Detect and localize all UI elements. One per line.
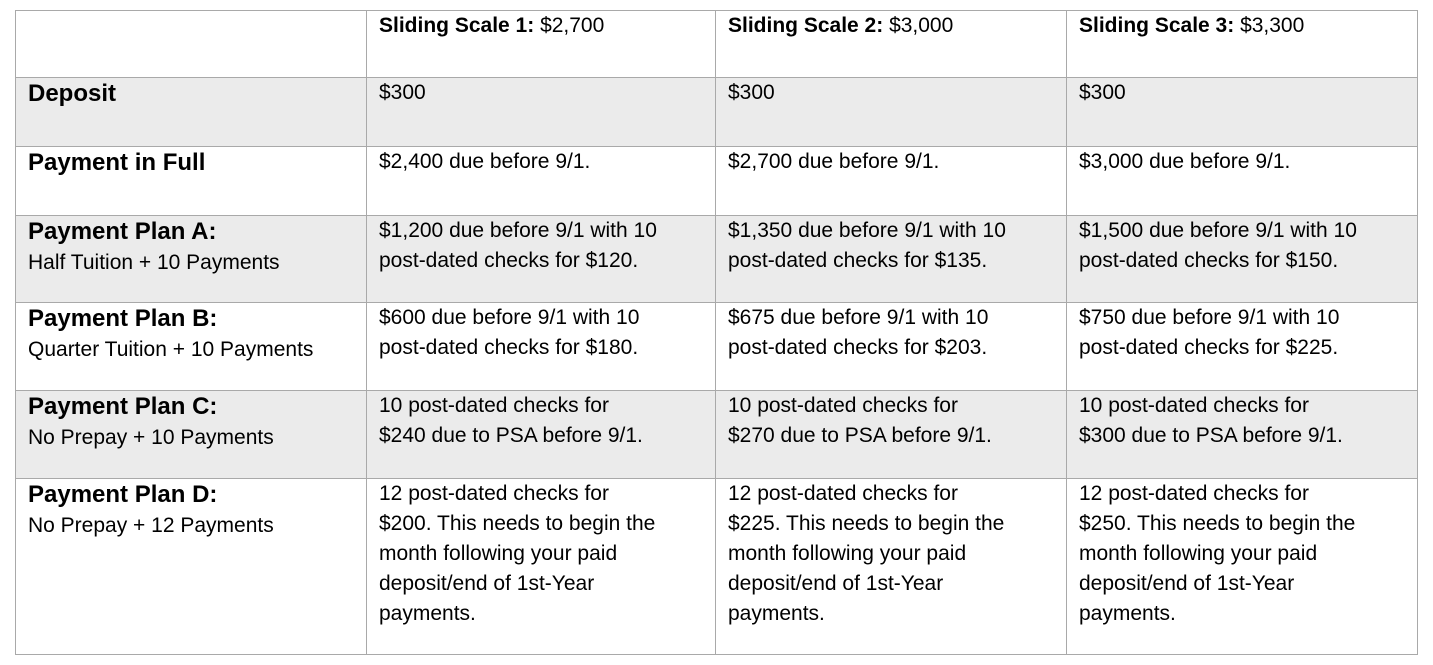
- table-row: [16, 147, 1418, 216]
- table-row: [16, 391, 1418, 479]
- table-cell: [1067, 216, 1418, 303]
- row-label-subtitle: Quarter Tuition + 10 Payments: [28, 338, 314, 361]
- cell-text-line: post-dated checks for $120.: [379, 249, 639, 272]
- cell-text-line: month following your paid: [728, 542, 967, 565]
- cell-text-line: post-dated checks for $203.: [728, 336, 988, 359]
- column-header-scale-3: [1067, 11, 1418, 78]
- cell-text-line: $240 due to PSA before 9/1.: [379, 424, 643, 447]
- cell-text-line: $675 due before 9/1 with 10: [728, 306, 989, 329]
- row-label-title: Payment Plan A:: [28, 218, 217, 245]
- cell-text-line: payments.: [728, 602, 825, 625]
- cell-text-line: $3,000 due before 9/1.: [1079, 150, 1291, 173]
- row-label-cell: [16, 147, 367, 216]
- cell-text-line: post-dated checks for $180.: [379, 336, 639, 359]
- row-label-subtitle: No Prepay + 10 Payments: [28, 426, 274, 449]
- cell-text-line: $300: [379, 81, 426, 104]
- table-cell: [716, 303, 1067, 391]
- table-cell: [716, 147, 1067, 216]
- cell-text-line: post-dated checks for $150.: [1079, 249, 1339, 272]
- cell-text-line: 10 post-dated checks for: [1079, 394, 1309, 417]
- cell-text-line: payments.: [379, 602, 476, 625]
- cell-text-line: payments.: [1079, 602, 1176, 625]
- table-cell: [716, 479, 1067, 655]
- cell-text-line: $300: [1079, 81, 1126, 104]
- table-cell: [716, 391, 1067, 479]
- column-header-label: Sliding Scale 3:: [1079, 14, 1235, 37]
- row-label-title: Payment in Full: [28, 149, 206, 176]
- cell-text-line: $200. This needs to begin the: [379, 512, 656, 535]
- cell-text-line: 10 post-dated checks for: [728, 394, 958, 417]
- row-label-cell: [16, 479, 367, 655]
- cell-text-line: post-dated checks for $225.: [1079, 336, 1339, 359]
- row-label-title: Payment Plan B:: [28, 305, 218, 332]
- cell-text-line: $300: [728, 81, 775, 104]
- table-cell: [1067, 147, 1418, 216]
- corner-cell: [16, 11, 367, 78]
- cell-text-line: 10 post-dated checks for: [379, 394, 609, 417]
- table-cell: [367, 303, 716, 391]
- row-label-cell: [16, 303, 367, 391]
- cell-text-line: $1,200 due before 9/1 with 10: [379, 219, 657, 242]
- column-header-price: $2,700: [540, 14, 605, 37]
- row-label-subtitle: No Prepay + 12 Payments: [28, 514, 274, 537]
- column-header-label: Sliding Scale 1:: [379, 14, 535, 37]
- column-header-scale-1: [367, 11, 716, 78]
- cell-text-line: $2,700 due before 9/1.: [728, 150, 940, 173]
- column-header-price: $3,000: [889, 14, 954, 37]
- cell-text-line: deposit/end of 1st-Year: [1079, 572, 1295, 595]
- table-cell: [367, 147, 716, 216]
- table-cell: [367, 391, 716, 479]
- table-cell: [716, 216, 1067, 303]
- row-label-subtitle: Half Tuition + 10 Payments: [28, 251, 280, 274]
- row-label-title: Payment Plan C:: [28, 393, 218, 420]
- column-header-label: Sliding Scale 2:: [728, 14, 884, 37]
- cell-text-line: $2,400 due before 9/1.: [379, 150, 591, 173]
- cell-text-line: month following your paid: [1079, 542, 1318, 565]
- column-header-price: $3,300: [1240, 14, 1305, 37]
- table-cell: [1067, 479, 1418, 655]
- cell-text-line: $750 due before 9/1 with 10: [1079, 306, 1340, 329]
- cell-text-line: month following your paid: [379, 542, 618, 565]
- cell-text-line: 12 post-dated checks for: [728, 482, 958, 505]
- table-row: [16, 78, 1418, 147]
- table-cell: [367, 216, 716, 303]
- header-row: [16, 11, 1418, 78]
- table-row: [16, 303, 1418, 391]
- table-row: [16, 216, 1418, 303]
- cell-text-line: $300 due to PSA before 9/1.: [1079, 424, 1343, 447]
- row-label-cell: [16, 391, 367, 479]
- cell-text-line: $1,350 due before 9/1 with 10: [728, 219, 1006, 242]
- cell-text-line: post-dated checks for $135.: [728, 249, 988, 272]
- cell-text-line: 12 post-dated checks for: [1079, 482, 1309, 505]
- table-cell: [1067, 303, 1418, 391]
- cell-text-line: $250. This needs to begin the: [1079, 512, 1356, 535]
- row-label-title: Deposit: [28, 80, 117, 107]
- cell-text-line: $1,500 due before 9/1 with 10: [1079, 219, 1357, 242]
- table-cell: [367, 479, 716, 655]
- row-label-title: Payment Plan D:: [28, 481, 218, 508]
- tuition-payment-table: [15, 10, 1418, 655]
- row-label-cell: [16, 78, 367, 147]
- cell-text-line: $270 due to PSA before 9/1.: [728, 424, 992, 447]
- cell-text-line: $225. This needs to begin the: [728, 512, 1005, 535]
- row-label-cell: [16, 216, 367, 303]
- table-cell: [1067, 391, 1418, 479]
- cell-text-line: deposit/end of 1st-Year: [728, 572, 944, 595]
- cell-text-line: $600 due before 9/1 with 10: [379, 306, 640, 329]
- column-header-scale-2: [716, 11, 1067, 78]
- table-cell: [716, 78, 1067, 147]
- table-cell: [1067, 78, 1418, 147]
- table-cell: [367, 78, 716, 147]
- table-row: [16, 479, 1418, 655]
- cell-text-line: 12 post-dated checks for: [379, 482, 609, 505]
- cell-text-line: deposit/end of 1st-Year: [379, 572, 595, 595]
